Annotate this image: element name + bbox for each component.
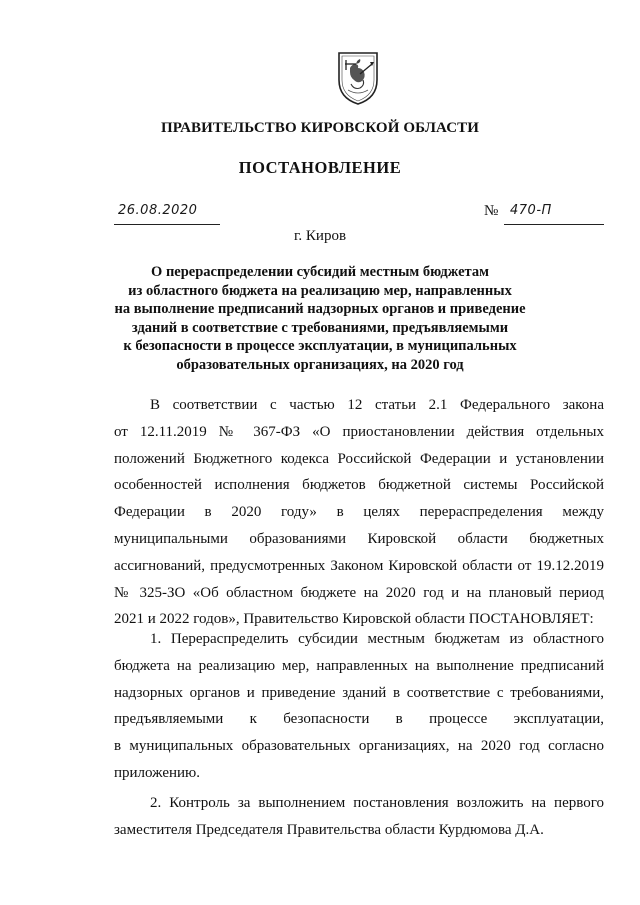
document-type: ПОСТАНОВЛЕНИЕ xyxy=(238,158,402,177)
paragraph-line: надзорных органов и приведение зданий в соответствие с требованиями, xyxy=(114,684,604,701)
paragraph-line: ассигнований, предусмотренных Законом Кировской области от 19.12.2019 xyxy=(114,557,604,574)
paragraph-line: 2021 и 2022 годов», Правительство Кировской области ПОСТАНОВЛЯЕТ: xyxy=(114,611,594,628)
kirov-oblast-coat-of-arms-icon xyxy=(336,50,380,106)
heading-line: к безопасности в процессе эксплуатации, в муниципальных xyxy=(123,338,517,355)
heading-line: О перераспределении субсидий местным бюджетам xyxy=(151,264,489,280)
heading-line: зданий в соответствие с требованиями, предъявляемыми xyxy=(131,319,509,336)
paragraph-line: Федерации в 2020 году» в целях перераспределения между xyxy=(114,504,604,521)
heading-line: образовательных организациях, на 2020 год xyxy=(176,356,464,373)
document-number: 470-П xyxy=(510,203,552,218)
paragraph-line: особенностей исполнения бюджетов бюджетной системы Российской xyxy=(114,477,604,494)
paragraph-line: в муниципальных образовательных организациях, на 2020 год согласно xyxy=(114,738,604,755)
paragraph-line: заместителя Председателя Правительства области Курдюмова Д.А. xyxy=(114,821,544,838)
government-title: ПРАВИТЕЛЬСТВО КИРОВСКОЙ ОБЛАСТИ xyxy=(161,120,479,136)
paragraph-line: муниципальными образованиями Кировской области бюджетных xyxy=(114,530,604,547)
heading-line: из областного бюджета на реализацию мер, направленных xyxy=(128,282,512,299)
paragraph-line: предъявляемыми к безопасности в процессе эксплуатации, xyxy=(114,711,604,728)
heading-line: на выполнение предписаний надзорных органов и приведение xyxy=(114,301,526,318)
document-heading xyxy=(110,263,530,375)
paragraph-line: бюджета на реализацию мер, направленных на выполнение предписаний xyxy=(114,657,604,674)
preamble-paragraph xyxy=(114,392,604,633)
paragraph-line: приложению. xyxy=(114,764,201,781)
paragraph-line: В соответствии с частью 12 статьи 2.1 Федерального закона xyxy=(150,397,604,413)
paragraph-line: 2. Контроль за выполнением постановления возложить на первого xyxy=(150,795,604,811)
clause-1-paragraph xyxy=(114,626,604,787)
paragraph-line: положений Бюджетного кодекса Российской Федерации и установлении xyxy=(114,450,604,467)
paragraph-line: № 325-ЗО «Об областном бюджете на 2020 год и на плановый период xyxy=(114,584,604,601)
paragraph-line: от 12.11.2019 № 367-ФЗ «О приостановлении действия отдельных xyxy=(114,423,604,440)
document-date: 26.08.2020 xyxy=(118,203,198,218)
number-sign: № xyxy=(484,203,499,219)
city: г. Киров xyxy=(293,228,347,244)
clause-2-paragraph xyxy=(114,790,604,844)
paragraph-line: 1. Перераспределить субсидии местным бюджетам из областного xyxy=(150,631,604,647)
